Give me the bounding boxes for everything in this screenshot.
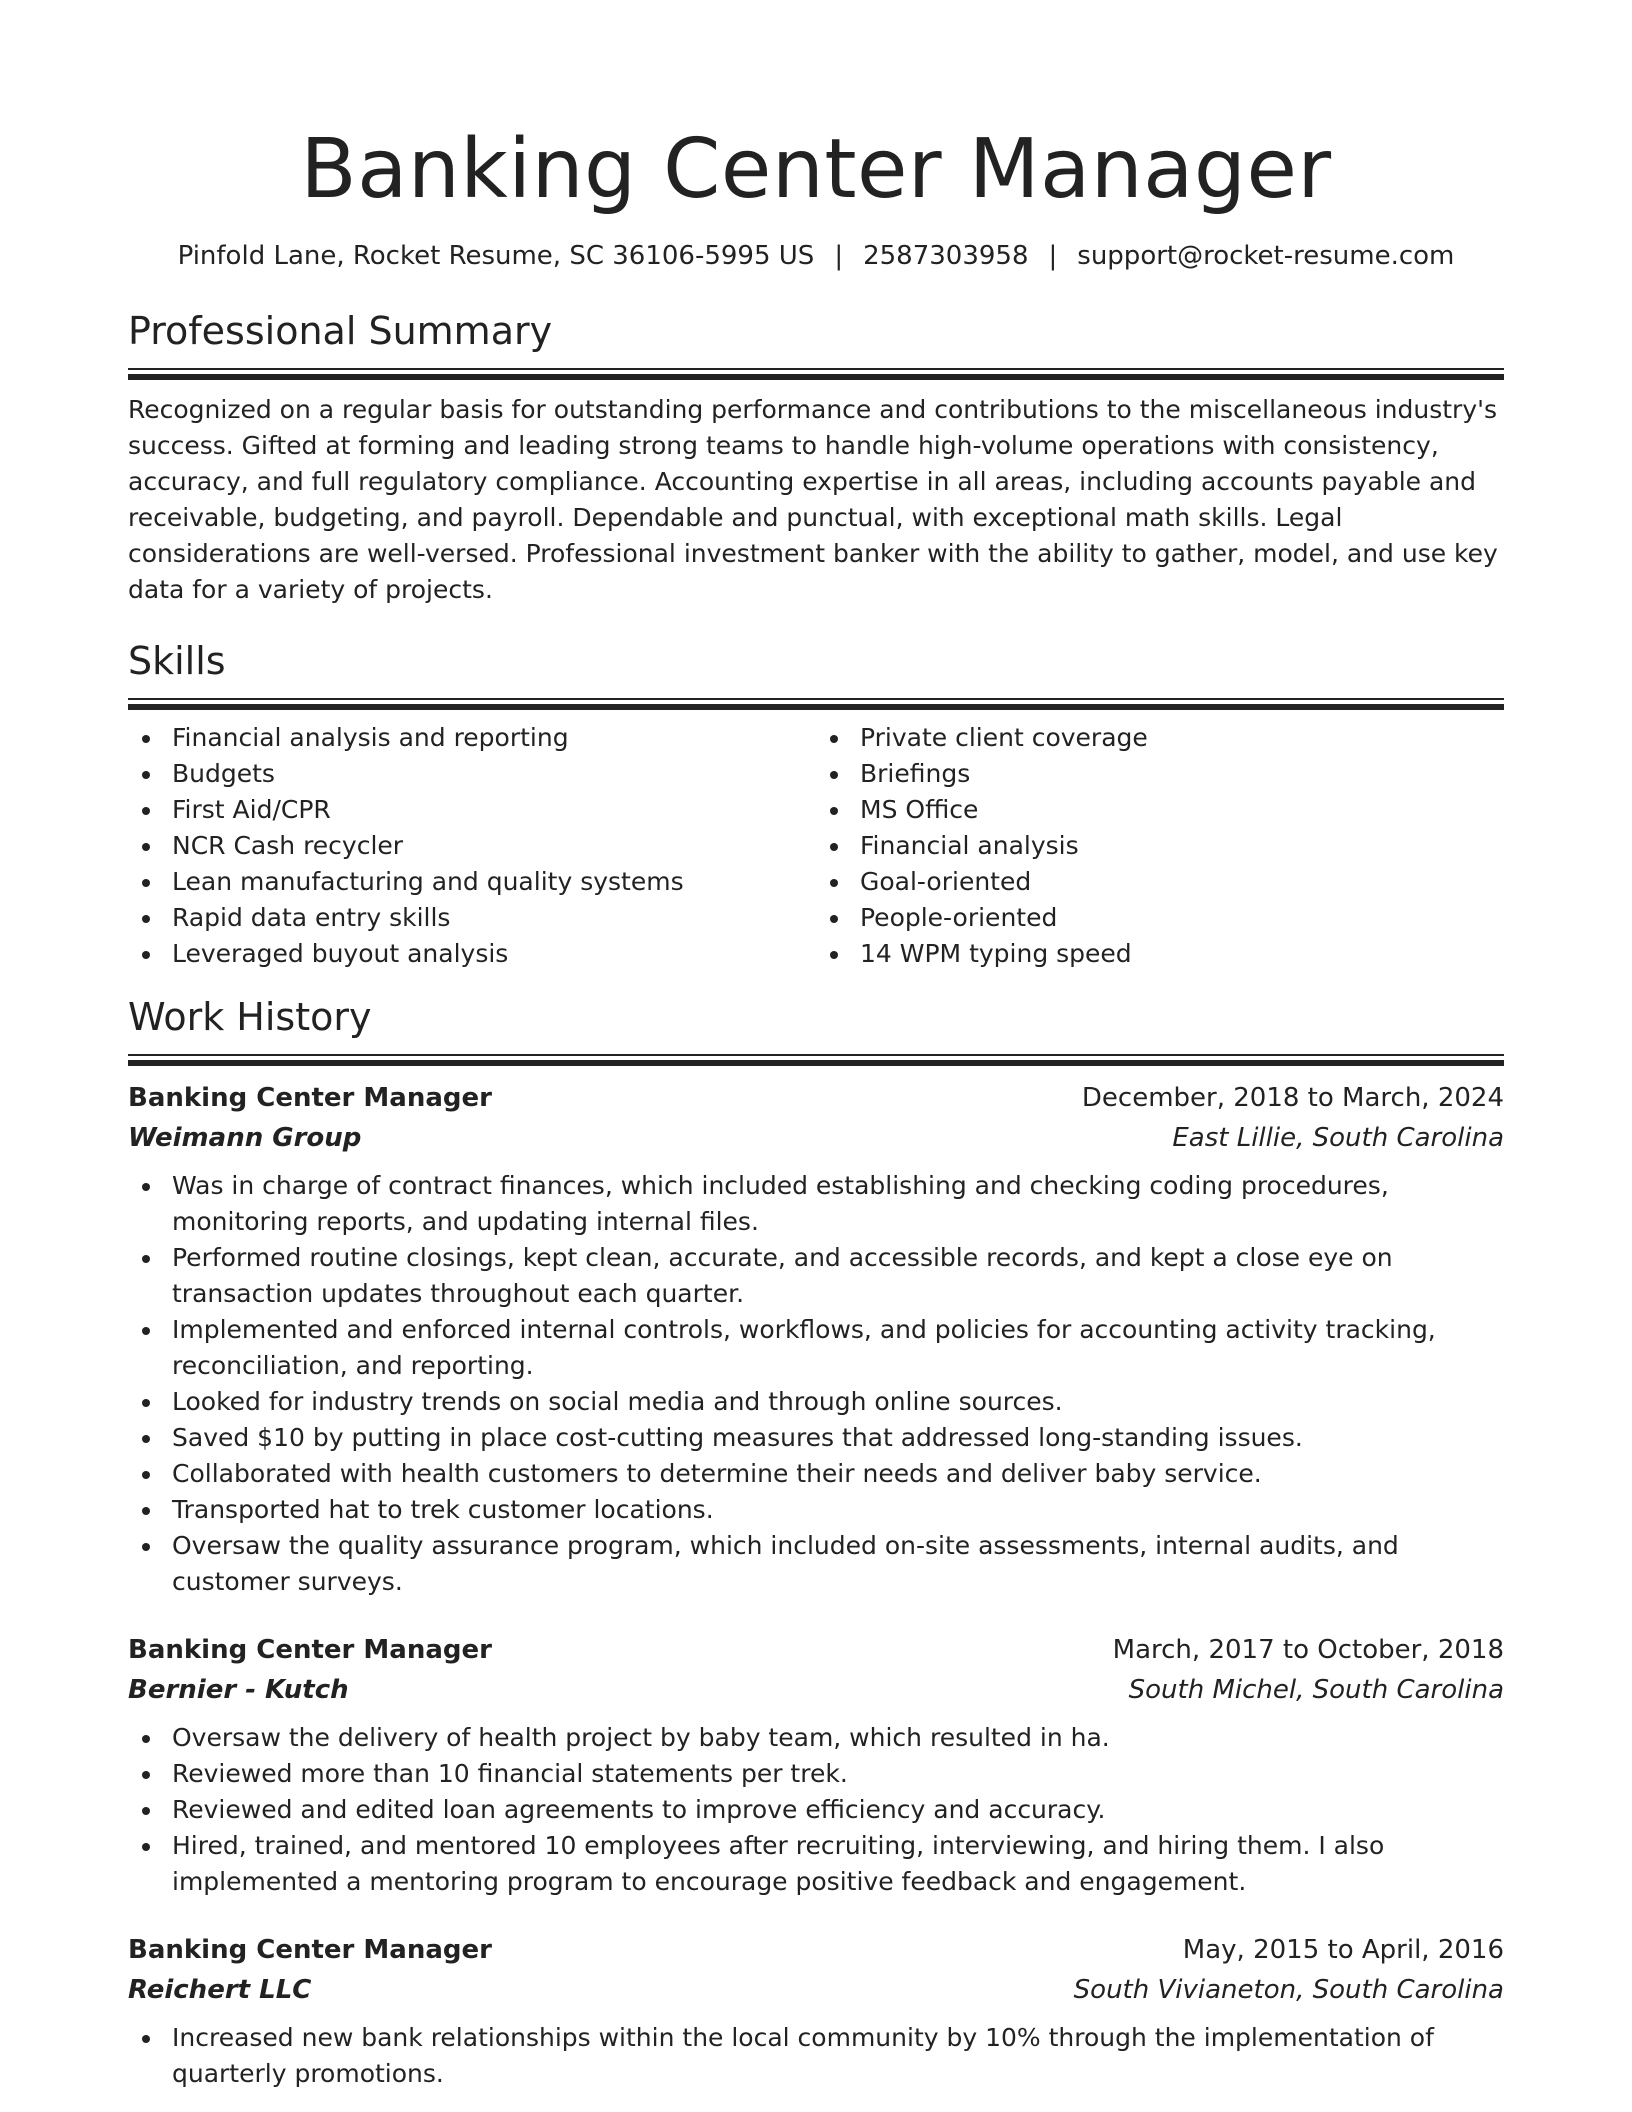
job-subheader-row (128, 1118, 1504, 1158)
section-title-skills: Skills (128, 639, 226, 683)
contact-address: Pinfold Lane, Rocket Resume, SC 36106-5995 US (177, 241, 815, 271)
job-company: Bernier - Kutch (128, 1675, 349, 1705)
job-bullet: Transported hat to trek customer locations. (128, 1492, 1504, 1528)
section-title-work-history: Work History (128, 995, 372, 1039)
skill-item: Financial analysis and reporting (128, 720, 816, 756)
resume-page (128, 120, 1504, 2092)
skill-item: MS Office (816, 792, 1504, 828)
job-bullet: Oversaw the quality assurance program, which included on-site assessments, internal audits, and customer surveys. (128, 1528, 1504, 1600)
job-entry (128, 1078, 1504, 1600)
skill-item: Private client coverage (816, 720, 1504, 756)
job-dates: December, 2018 to March, 2024 (1081, 1083, 1504, 1113)
job-location: East Lillie, South Carolina (1172, 1123, 1504, 1153)
contact-email: support@rocket-resume.com (1077, 241, 1455, 271)
skill-item: Briefings (816, 756, 1504, 792)
job-bullet: Increased new bank relationships within the local community by 10% through the implementation of quarterly promotions. (128, 2020, 1504, 2092)
job-bullet: Hired, trained, and mentored 10 employees after recruiting, interviewing, and hiring them. I also implemented a mentoring program to encourage positive feedback and engagement. (128, 1828, 1504, 1900)
skills-columns (128, 720, 1504, 972)
job-bullets (128, 2020, 1504, 2092)
skill-item: Goal-oriented (816, 864, 1504, 900)
job-bullet: Looked for industry trends on social media and through online sources. (128, 1384, 1504, 1420)
job-header-row (128, 1930, 1504, 1970)
skill-item: First Aid/CPR (128, 792, 816, 828)
skill-item: Financial analysis (816, 828, 1504, 864)
skill-item: Budgets (128, 756, 816, 792)
section-divider (128, 368, 1504, 380)
contact-line (128, 238, 1504, 274)
job-bullet: Reviewed more than 10 financial statements per trek. (128, 1756, 1504, 1792)
job-bullet: Performed routine closings, kept clean, accurate, and accessible records, and kept a close eye on transaction updates throughout each quarter. (128, 1240, 1504, 1312)
job-bullet: Collaborated with health customers to determine their needs and deliver baby service. (128, 1456, 1504, 1492)
section-divider (128, 1054, 1504, 1066)
job-bullets (128, 1168, 1504, 1600)
job-title: Banking Center Manager (128, 1083, 492, 1113)
job-location: South Michel, South Carolina (1128, 1675, 1504, 1705)
job-title: Banking Center Manager (128, 1935, 492, 1965)
summary-text: Recognized on a regular basis for outstanding performance and contributions to the miscellaneous industry's success. Gifted at forming and leading strong teams to handle high-volume operations with consistency, accuracy, and full regulatory compliance. Accounting expertise in all areas, including accounts payable and receivable, budgeting, and payroll. Dependable and punctual, with exceptional math skills. Legal considerations are well-versed. Professional investment banker with the ability to gather, model, and use key data for a variety of projects. (128, 395, 1498, 604)
job-location: South Vivianeton, South Carolina (1073, 1975, 1504, 2005)
job-header-row (128, 1078, 1504, 1118)
resume-name: Banking Center Manager (300, 122, 1332, 217)
summary-section (128, 308, 1504, 608)
job-bullet: Implemented and enforced internal controls, workflows, and policies for accounting activity tracking, reconciliation, and reporting. (128, 1312, 1504, 1384)
job-bullet: Reviewed and edited loan agreements to improve efficiency and accuracy. (128, 1792, 1504, 1828)
job-entry (128, 1630, 1504, 1900)
job-bullets (128, 1720, 1504, 1900)
skills-list-right (816, 720, 1504, 972)
job-subheader-row (128, 1970, 1504, 2010)
contact-separator: | (834, 241, 844, 271)
section-title-summary: Professional Summary (128, 309, 553, 353)
job-entry (128, 1930, 1504, 2092)
job-dates: March, 2017 to October, 2018 (1112, 1635, 1504, 1665)
skill-item: Leveraged buyout analysis (128, 936, 816, 972)
job-bullet: Saved $10 by putting in place cost-cutting measures that addressed long-standing issues. (128, 1420, 1504, 1456)
skill-item: People-oriented (816, 900, 1504, 936)
skill-item: NCR Cash recycler (128, 828, 816, 864)
job-header-row (128, 1630, 1504, 1670)
skills-list-left (128, 720, 816, 972)
job-bullet: Oversaw the delivery of health project by baby team, which resulted in ha. (128, 1720, 1504, 1756)
skill-item: Lean manufacturing and quality systems (128, 864, 816, 900)
skill-item: 14 WPM typing speed (816, 936, 1504, 972)
section-divider (128, 698, 1504, 710)
contact-phone: 2587303958 (863, 241, 1029, 271)
job-company: Reichert LLC (128, 1975, 312, 2005)
job-dates: May, 2015 to April, 2016 (1182, 1935, 1504, 1965)
skill-item: Rapid data entry skills (128, 900, 816, 936)
contact-separator: | (1048, 241, 1058, 271)
job-title: Banking Center Manager (128, 1635, 492, 1665)
job-company: Weimann Group (128, 1123, 362, 1153)
skills-section (128, 638, 1504, 972)
work-history-section (128, 994, 1504, 2092)
job-bullet: Was in charge of contract finances, which included establishing and checking coding procedures, monitoring reports, and updating internal files. (128, 1168, 1504, 1240)
job-subheader-row (128, 1670, 1504, 1710)
